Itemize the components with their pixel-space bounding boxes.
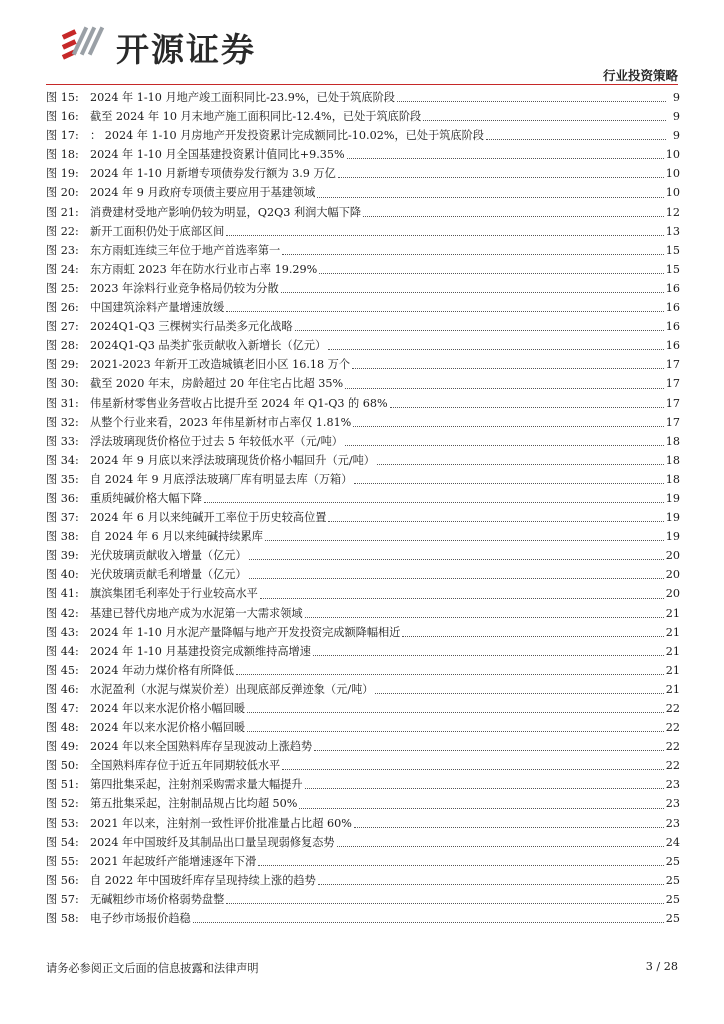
figure-label: 图 53: — [46, 816, 79, 830]
figure-label: 图 56: — [46, 873, 79, 887]
dot-leader — [260, 598, 664, 599]
figure-title-link[interactable]: 2024Q1-Q3 品类扩张贡献收入新增长（亿元） — [90, 339, 327, 353]
figure-index-row[interactable] — [46, 661, 680, 680]
figure-page-number: 21 — [665, 606, 680, 620]
figure-label: 图 31: — [46, 396, 79, 410]
brand-logo — [58, 18, 288, 70]
figure-page-number: 15 — [665, 262, 680, 276]
dot-leader — [265, 540, 664, 541]
figure-index-row[interactable] — [46, 355, 680, 374]
dot-leader — [236, 674, 664, 675]
figure-label: 图 44: — [46, 644, 79, 658]
figure-page-number: 20 — [665, 568, 680, 582]
disclaimer-note: 请务必参阅正文后面的信息披露和法律声明 — [46, 962, 259, 975]
dot-leader — [282, 769, 664, 770]
dot-leader — [318, 884, 664, 885]
dot-leader — [338, 177, 664, 178]
figure-page-number: 19 — [665, 491, 680, 505]
figure-page-number: 16 — [665, 281, 680, 295]
figure-index-row[interactable] — [46, 470, 680, 489]
figure-index-row[interactable] — [46, 775, 680, 794]
figure-label: 图 17: — [46, 129, 79, 143]
figure-label: 图 15: — [46, 91, 79, 104]
dot-leader — [247, 731, 664, 732]
figure-index-row[interactable] — [46, 527, 680, 546]
dot-leader — [345, 445, 664, 446]
figure-index-row[interactable] — [46, 413, 680, 432]
figure-title-link[interactable]: 2024 年以来水泥价格小幅回暖 — [90, 721, 246, 735]
figure-index-row[interactable] — [46, 336, 680, 355]
figure-index-row[interactable] — [46, 489, 680, 508]
figure-index-row[interactable] — [46, 432, 680, 451]
dot-leader — [328, 349, 664, 350]
dot-leader — [354, 483, 663, 484]
figure-title-link[interactable]: 2024 年 1-10 月水泥产量降幅与地产开发投资完成额降幅相近 — [90, 625, 401, 639]
figure-title-link[interactable]: 基建已替代房地产成为水泥第一大需求领域 — [90, 606, 303, 620]
figure-page-number: 10 — [665, 167, 680, 181]
figure-label: 图 24: — [46, 262, 79, 276]
figure-index-row[interactable] — [46, 374, 680, 393]
figure-title-link[interactable]: 2024 年以来水泥价格小幅回暖 — [90, 702, 246, 715]
figure-page-number: 25 — [665, 912, 680, 926]
figure-index-row[interactable] — [46, 451, 680, 470]
figure-title-link[interactable]: 水泥盈利（水泥与煤炭价差）出现底部反弹迹象（元/吨） — [90, 682, 374, 696]
figure-title-link[interactable]: 东方雨虹 2023 年在防水行业市占率 19.29% — [90, 262, 318, 276]
figure-page-number: 22 — [665, 759, 680, 773]
figure-label: 图 58: — [46, 912, 79, 926]
figure-label: 图 27: — [46, 320, 79, 334]
figure-label: 图 36: — [46, 491, 79, 505]
figure-title-link[interactable]: 2024 年 9 月底以来浮法玻璃现货价格小幅回升（元/吨） — [90, 453, 375, 467]
figure-page-number: 25 — [665, 873, 680, 887]
figure-index-row[interactable] — [46, 546, 680, 565]
figure-index-row[interactable] — [46, 126, 680, 145]
figure-label: 图 49: — [46, 740, 79, 754]
figure-index-row[interactable] — [46, 814, 680, 833]
figure-index-row[interactable] — [46, 756, 680, 775]
figure-index-row[interactable] — [46, 164, 680, 183]
figure-title-link[interactable]: 重质纯碱价格大幅下降 — [90, 491, 202, 505]
figure-page-number: 18 — [665, 472, 680, 486]
figure-page-number: 22 — [665, 721, 680, 735]
figure-title-link[interactable]: 第四批集采起，注射剂采购需求量大幅提升 — [90, 778, 303, 792]
dot-leader — [375, 693, 663, 694]
figure-label: 图 22: — [46, 224, 79, 238]
figure-title-link[interactable]: 第五批集采起，注射制品规占比均超 50% — [90, 797, 298, 811]
figure-page-number: 13 — [665, 224, 680, 238]
page-header — [0, 0, 724, 90]
figure-label: 图 30: — [46, 377, 79, 391]
figure-page-number: 16 — [665, 320, 680, 334]
dot-leader — [313, 655, 664, 656]
dot-leader — [299, 808, 663, 809]
figure-index-row[interactable] — [46, 871, 680, 890]
dot-leader — [402, 636, 663, 637]
figure-index-row[interactable] — [46, 260, 680, 279]
figure-page-number: 25 — [665, 854, 680, 868]
figure-label: 图 39: — [46, 549, 79, 563]
figure-index-row[interactable] — [46, 222, 680, 241]
figure-label: 图 35: — [46, 472, 79, 486]
figure-index-row[interactable] — [46, 680, 680, 699]
figure-index-row[interactable] — [46, 623, 680, 642]
figure-page-number: 18 — [665, 453, 680, 467]
dot-leader — [226, 235, 663, 236]
figure-title-link[interactable]: 2024 年 1-10 月地产竣工面积同比-23.9%，已处于筑底阶段 — [90, 91, 395, 104]
dot-leader — [282, 254, 664, 255]
figure-title-link[interactable]: 伟星新材零售业务营收占比提升至 2024 年 Q1-Q3 的 68% — [90, 396, 388, 410]
figure-label: 图 48: — [46, 721, 79, 735]
figure-label: 图 20: — [46, 186, 79, 200]
figure-index-row[interactable] — [46, 317, 680, 336]
dot-leader — [258, 865, 663, 866]
figure-label: 图 51: — [46, 778, 79, 792]
figure-title-link[interactable]: 旗滨集团毛利率处于行业较高水平 — [90, 587, 258, 601]
figure-index-row[interactable] — [46, 508, 680, 527]
figure-label: 图 21: — [46, 205, 79, 219]
figure-index-row[interactable] — [46, 642, 680, 661]
figure-title-link[interactable]: 新开工面积仍处于底部区间 — [90, 224, 225, 238]
figure-title-link[interactable]: 2024 年以来全国熟料库存呈现波动上涨趋势 — [90, 740, 313, 754]
figure-page-number: 17 — [665, 377, 680, 391]
figure-title-link[interactable]: 光伏玻璃贡献毛利增量（亿元） — [90, 568, 247, 582]
figure-page-number: 21 — [665, 682, 680, 696]
figure-title-link[interactable]: 2024Q1-Q3 三棵树实行品类多元化战略 — [90, 320, 293, 334]
figure-title-link[interactable]: 2021-2023 年新开工改造城镇老旧小区 16.18 万个 — [90, 358, 351, 372]
figure-title-link[interactable]: 2023 年涂料行业竞争格局仍较为分散 — [90, 281, 279, 295]
figure-index-row[interactable] — [46, 718, 680, 737]
figure-title-link[interactable]: 自 2024 年 9 月底浮法玻璃厂库有明显去库（万箱） — [90, 472, 353, 486]
figure-index-row[interactable] — [46, 107, 680, 126]
figure-title-link[interactable]: ： 2024 年 1-10 月房地产开发投资累计完成额同比-10.02%，已处于筑底阶段 — [90, 129, 484, 143]
figure-title-link[interactable]: 2024 年 1-10 月全国基建投资累计值同比+9.35% — [90, 148, 345, 162]
figure-page-number: 9 — [672, 91, 680, 104]
figure-label: 图 43: — [46, 625, 79, 639]
dot-leader — [486, 139, 666, 140]
figure-title-link[interactable]: 2024 年中国玻纤及其制品出口量呈现弱修复态势 — [90, 835, 335, 849]
figure-label: 图 28: — [46, 339, 79, 353]
figure-page-number: 20 — [665, 587, 680, 601]
figure-label: 图 26: — [46, 301, 79, 315]
page-number: 3 / 28 — [645, 960, 678, 973]
figure-page-number: 16 — [665, 339, 680, 353]
figure-index-row[interactable] — [46, 909, 680, 928]
dot-leader — [390, 407, 664, 408]
figure-title-link[interactable]: 浮法玻璃现货价格位于过去 5 年较低水平（元/吨） — [90, 434, 343, 448]
dot-leader — [347, 158, 664, 159]
figure-title-link[interactable]: 2021 年起玻纤产能增速逐年下滑 — [90, 854, 257, 868]
dot-leader — [226, 311, 663, 312]
figure-label: 图 47: — [46, 702, 79, 715]
figure-page-number: 9 — [672, 129, 680, 143]
figure-label: 图 40: — [46, 568, 79, 582]
figure-label: 图 46: — [46, 682, 79, 696]
figure-label: 图 18: — [46, 148, 79, 162]
figure-label: 图 19: — [46, 167, 79, 181]
figure-title-link[interactable]: 2021 年以来，注射剂一致性评价批准量占比超 60% — [90, 816, 352, 830]
figure-title-link[interactable]: 2024 年 1-10 月基建投资完成额维持高增速 — [90, 644, 311, 658]
figure-title-link[interactable]: 消费建材受地产影响仍较为明显，Q2Q3 利润大幅下降 — [90, 205, 362, 219]
figure-index-row[interactable] — [46, 852, 680, 871]
figure-page-number: 23 — [665, 797, 680, 811]
dot-leader — [319, 273, 664, 274]
figure-label: 图 37: — [46, 511, 79, 525]
dot-leader — [305, 788, 664, 789]
figure-index-row[interactable] — [46, 145, 680, 164]
figure-label: 图 50: — [46, 759, 79, 773]
figure-index-row[interactable] — [46, 88, 680, 107]
figure-page-number: 15 — [665, 243, 680, 257]
figure-page-number: 22 — [665, 740, 680, 754]
figure-page-number: 21 — [665, 625, 680, 639]
figure-index-row[interactable] — [46, 890, 680, 909]
dot-leader — [352, 368, 664, 369]
figure-page-number: 10 — [665, 186, 680, 200]
dot-leader — [305, 617, 664, 618]
figure-index-list — [46, 88, 680, 928]
figure-index-row[interactable] — [46, 279, 680, 298]
figure-page-number: 17 — [665, 415, 680, 429]
kysec-logo-icon — [58, 18, 110, 70]
figure-index-row[interactable] — [46, 737, 680, 756]
figure-index-row[interactable] — [46, 794, 680, 813]
figure-title-link[interactable]: 2024 年 1-10 月新增专项债券发行额为 3.9 万亿 — [90, 167, 336, 181]
figure-label: 图 25: — [46, 281, 79, 295]
dot-leader — [345, 388, 664, 389]
figure-page-number: 23 — [665, 816, 680, 830]
figure-page-number: 22 — [665, 702, 680, 715]
figure-page-number: 17 — [665, 396, 680, 410]
figure-label: 图 52: — [46, 797, 79, 811]
figure-label: 图 34: — [46, 453, 79, 467]
figure-label: 图 57: — [46, 892, 79, 906]
figure-title-link[interactable]: 全国熟料库存位于近五年同期较低水平 — [90, 759, 281, 773]
figure-title-link[interactable]: 2024 年 6 月以来纯碱开工率位于历史较高位置 — [90, 511, 327, 525]
figure-title-link[interactable]: 无碱粗纱市场价格弱势盘整 — [90, 892, 225, 906]
dot-leader — [354, 827, 664, 828]
figure-title-link[interactable]: 自 2024 年 6 月以来纯碱持续累库 — [90, 530, 263, 544]
figure-title-link[interactable]: 截至 2020 年末，房龄超过 20 年住宅占比超 35% — [90, 377, 344, 391]
dot-leader — [337, 846, 664, 847]
figure-page-number: 9 — [672, 110, 680, 124]
dot-leader — [423, 120, 666, 121]
figure-label: 图 32: — [46, 415, 79, 429]
header-divider — [46, 84, 678, 85]
figure-title-link[interactable]: 自 2022 年中国玻纤库存呈现持续上涨的趋势 — [90, 873, 316, 887]
figure-page-number: 23 — [665, 778, 680, 792]
figure-label: 图 16: — [46, 110, 79, 124]
figure-label: 图 41: — [46, 587, 79, 601]
dot-leader — [363, 216, 664, 217]
figure-index-row[interactable] — [46, 565, 680, 584]
brand-name: 开源证券 — [116, 30, 256, 69]
figure-index-row[interactable] — [46, 183, 680, 202]
figure-label: 图 55: — [46, 854, 79, 868]
figure-title-link[interactable]: 截至 2024 年 10 月末地产施工面积同比-12.4%，已处于筑底阶段 — [90, 110, 422, 124]
figure-index-row[interactable] — [46, 298, 680, 317]
dot-leader — [226, 903, 663, 904]
dot-leader — [328, 521, 663, 522]
figure-label: 图 42: — [46, 606, 79, 620]
dot-leader — [193, 922, 664, 923]
figure-page-number: 21 — [665, 663, 680, 677]
figure-index-row[interactable] — [46, 394, 680, 413]
figure-page-number: 18 — [665, 434, 680, 448]
dot-leader — [204, 502, 664, 503]
figure-page-number: 19 — [665, 530, 680, 544]
figure-index-row[interactable] — [46, 203, 680, 222]
figure-label: 图 33: — [46, 434, 79, 448]
figure-title-link[interactable]: 2024 年 9 月政府专项债主要应用于基建领域 — [90, 186, 316, 200]
dot-leader — [317, 197, 663, 198]
figure-index-row[interactable] — [46, 584, 680, 603]
figure-title-link[interactable]: 中国建筑涂料产量增速放缓 — [90, 301, 225, 315]
dot-leader — [249, 559, 664, 560]
figure-label: 图 23: — [46, 243, 79, 257]
dot-leader — [397, 101, 666, 102]
figure-index-row[interactable] — [46, 833, 680, 852]
figure-index-row[interactable] — [46, 241, 680, 260]
dot-leader — [295, 330, 664, 331]
figure-page-number: 21 — [665, 644, 680, 658]
dot-leader — [249, 578, 664, 579]
figure-title-link[interactable]: 2024 年动力煤价格有所降低 — [90, 663, 234, 677]
figure-label: 图 38: — [46, 530, 79, 544]
figure-index-row[interactable] — [46, 604, 680, 623]
figure-title-link[interactable]: 电子纱市场报价趋稳 — [90, 912, 191, 926]
figure-label: 图 45: — [46, 663, 79, 677]
dot-leader — [314, 750, 664, 751]
figure-page-number: 25 — [665, 892, 680, 906]
figure-page-number: 10 — [665, 148, 680, 162]
figure-page-number: 19 — [665, 511, 680, 525]
figure-label: 图 54: — [46, 835, 79, 849]
figure-index-row[interactable] — [46, 699, 680, 718]
figure-page-number: 17 — [665, 358, 680, 372]
figure-page-number: 16 — [665, 301, 680, 315]
dot-leader — [281, 292, 664, 293]
figure-title-link[interactable]: 东方雨虹连续三年位于地产首选率第一 — [90, 243, 281, 257]
figure-page-number: 24 — [665, 835, 680, 849]
dot-leader — [247, 712, 664, 713]
figure-label: 图 29: — [46, 358, 79, 372]
figure-page-number: 20 — [665, 549, 680, 563]
section-label: 行业投资策略 — [602, 68, 678, 83]
figure-title-link[interactable]: 光伏玻璃贡献收入增量（亿元） — [90, 549, 247, 563]
dot-leader — [377, 464, 664, 465]
figure-page-number: 12 — [665, 205, 680, 219]
dot-leader — [353, 426, 663, 427]
figure-title-link[interactable]: 从整个行业来看，2023 年伟星新材市占率仅 1.81% — [90, 415, 352, 429]
